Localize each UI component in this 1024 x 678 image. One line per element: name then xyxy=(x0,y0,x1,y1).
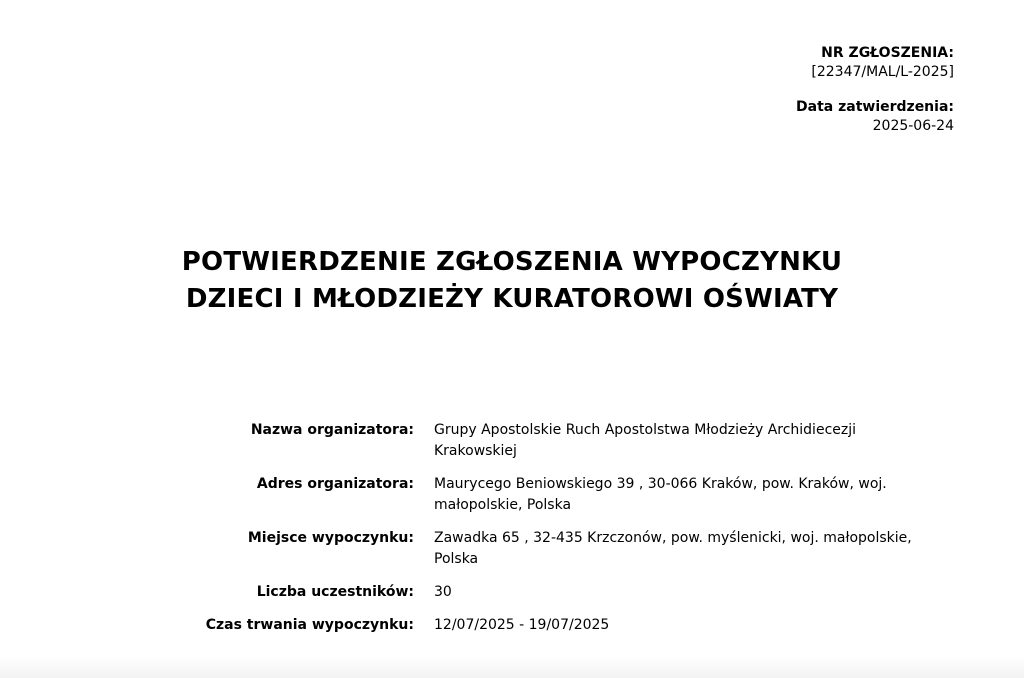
application-number-block xyxy=(811,44,954,82)
details-row-duration xyxy=(150,615,940,648)
duration-value: 12/07/2025 - 19/07/2025 xyxy=(434,617,610,633)
page-bottom-shadow xyxy=(0,656,1024,678)
details-row-organizer-name xyxy=(150,420,940,474)
approval-date-value: 2025-06-24 xyxy=(872,118,954,134)
document-title-line-1: POTWIERDZENIE ZGŁOSZENIA WYPOCZYNKU xyxy=(181,247,843,277)
organizer-address-label: Adres organizatora: xyxy=(256,476,414,492)
details-table xyxy=(150,420,940,648)
details-row-location xyxy=(150,528,940,582)
details-row-participants xyxy=(150,582,940,615)
organizer-name-label: Nazwa organizatora: xyxy=(250,422,414,438)
application-number-label: NR ZGŁOSZENIA: xyxy=(821,45,954,61)
document-title-line-2: DZIECI I MŁODZIEŻY KURATOROWI OŚWIATY xyxy=(185,284,839,314)
participants-value: 30 xyxy=(434,584,452,600)
document-title xyxy=(0,244,1024,318)
duration-label: Czas trwania wypoczynku: xyxy=(205,617,414,633)
application-number-value: [22347/MAL/L-2025] xyxy=(811,64,954,80)
approval-date-block xyxy=(796,98,954,136)
location-label: Miejsce wypoczynku: xyxy=(247,530,414,546)
details-row-organizer-address xyxy=(150,474,940,528)
location-value: Zawadka 65 , 32-435 Krzczonów, pow. myślenicki, woj. małopolskie, Polska xyxy=(434,530,912,567)
organizer-address-value: Maurycego Beniowskiego 39 , 30-066 Kraków, pow. Kraków, woj. małopolskie, Polska xyxy=(434,476,887,513)
participants-label: Liczba uczestników: xyxy=(256,584,414,600)
organizer-name-value: Grupy Apostolskie Ruch Apostolstwa Młodzieży Archidiecezji Krakowskiej xyxy=(434,422,857,459)
approval-date-label: Data zatwierdzenia: xyxy=(796,99,954,115)
